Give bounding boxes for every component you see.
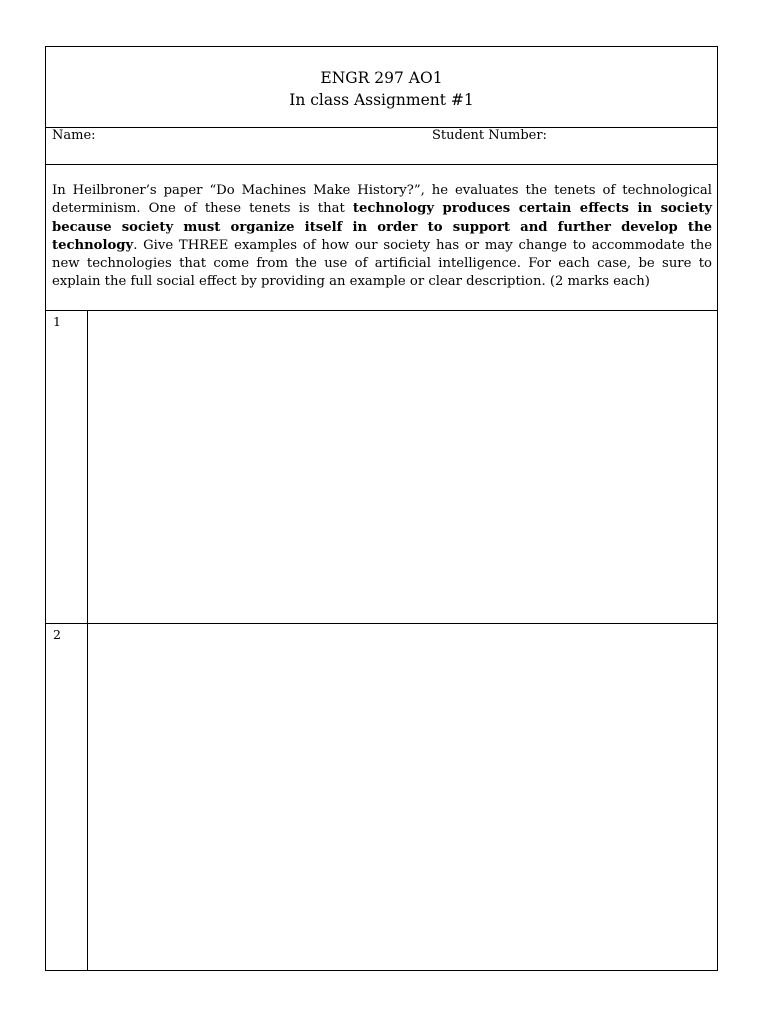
student-number-label: Student Number: <box>432 128 547 143</box>
divider <box>46 127 717 128</box>
assignment-title: In class Assignment #1 <box>289 91 474 109</box>
assignment-sheet <box>45 46 718 971</box>
course-code: ENGR 297 AO1 <box>320 69 443 87</box>
number-column-divider <box>87 310 88 971</box>
header <box>46 67 717 111</box>
divider <box>46 164 717 165</box>
prompt-text-end: . Give THREE examples of how our society has or may change to accommodate the new technologies that come from the use of artificial intelligence. For each case, be sure to explain the full social effect by providing an example or clear description. (2 marks each) <box>52 237 712 290</box>
name-label: Name: <box>52 128 96 143</box>
question-prompt <box>52 182 712 292</box>
answer-box-1[interactable] <box>88 311 717 623</box>
answer-box-2[interactable] <box>88 624 717 970</box>
prompt-text-start: In Heilbroner’s paper “Do Machines Make History?”, he evaluates the tenets of technological determinism. One of these tenets is that <box>52 183 712 217</box>
question-number-2: 2 <box>53 627 61 642</box>
prompt-text-bold: technology produces certain effects in society because society must organize itself in order to support and further develop the technology <box>52 201 712 253</box>
question-number-1: 1 <box>53 314 61 329</box>
